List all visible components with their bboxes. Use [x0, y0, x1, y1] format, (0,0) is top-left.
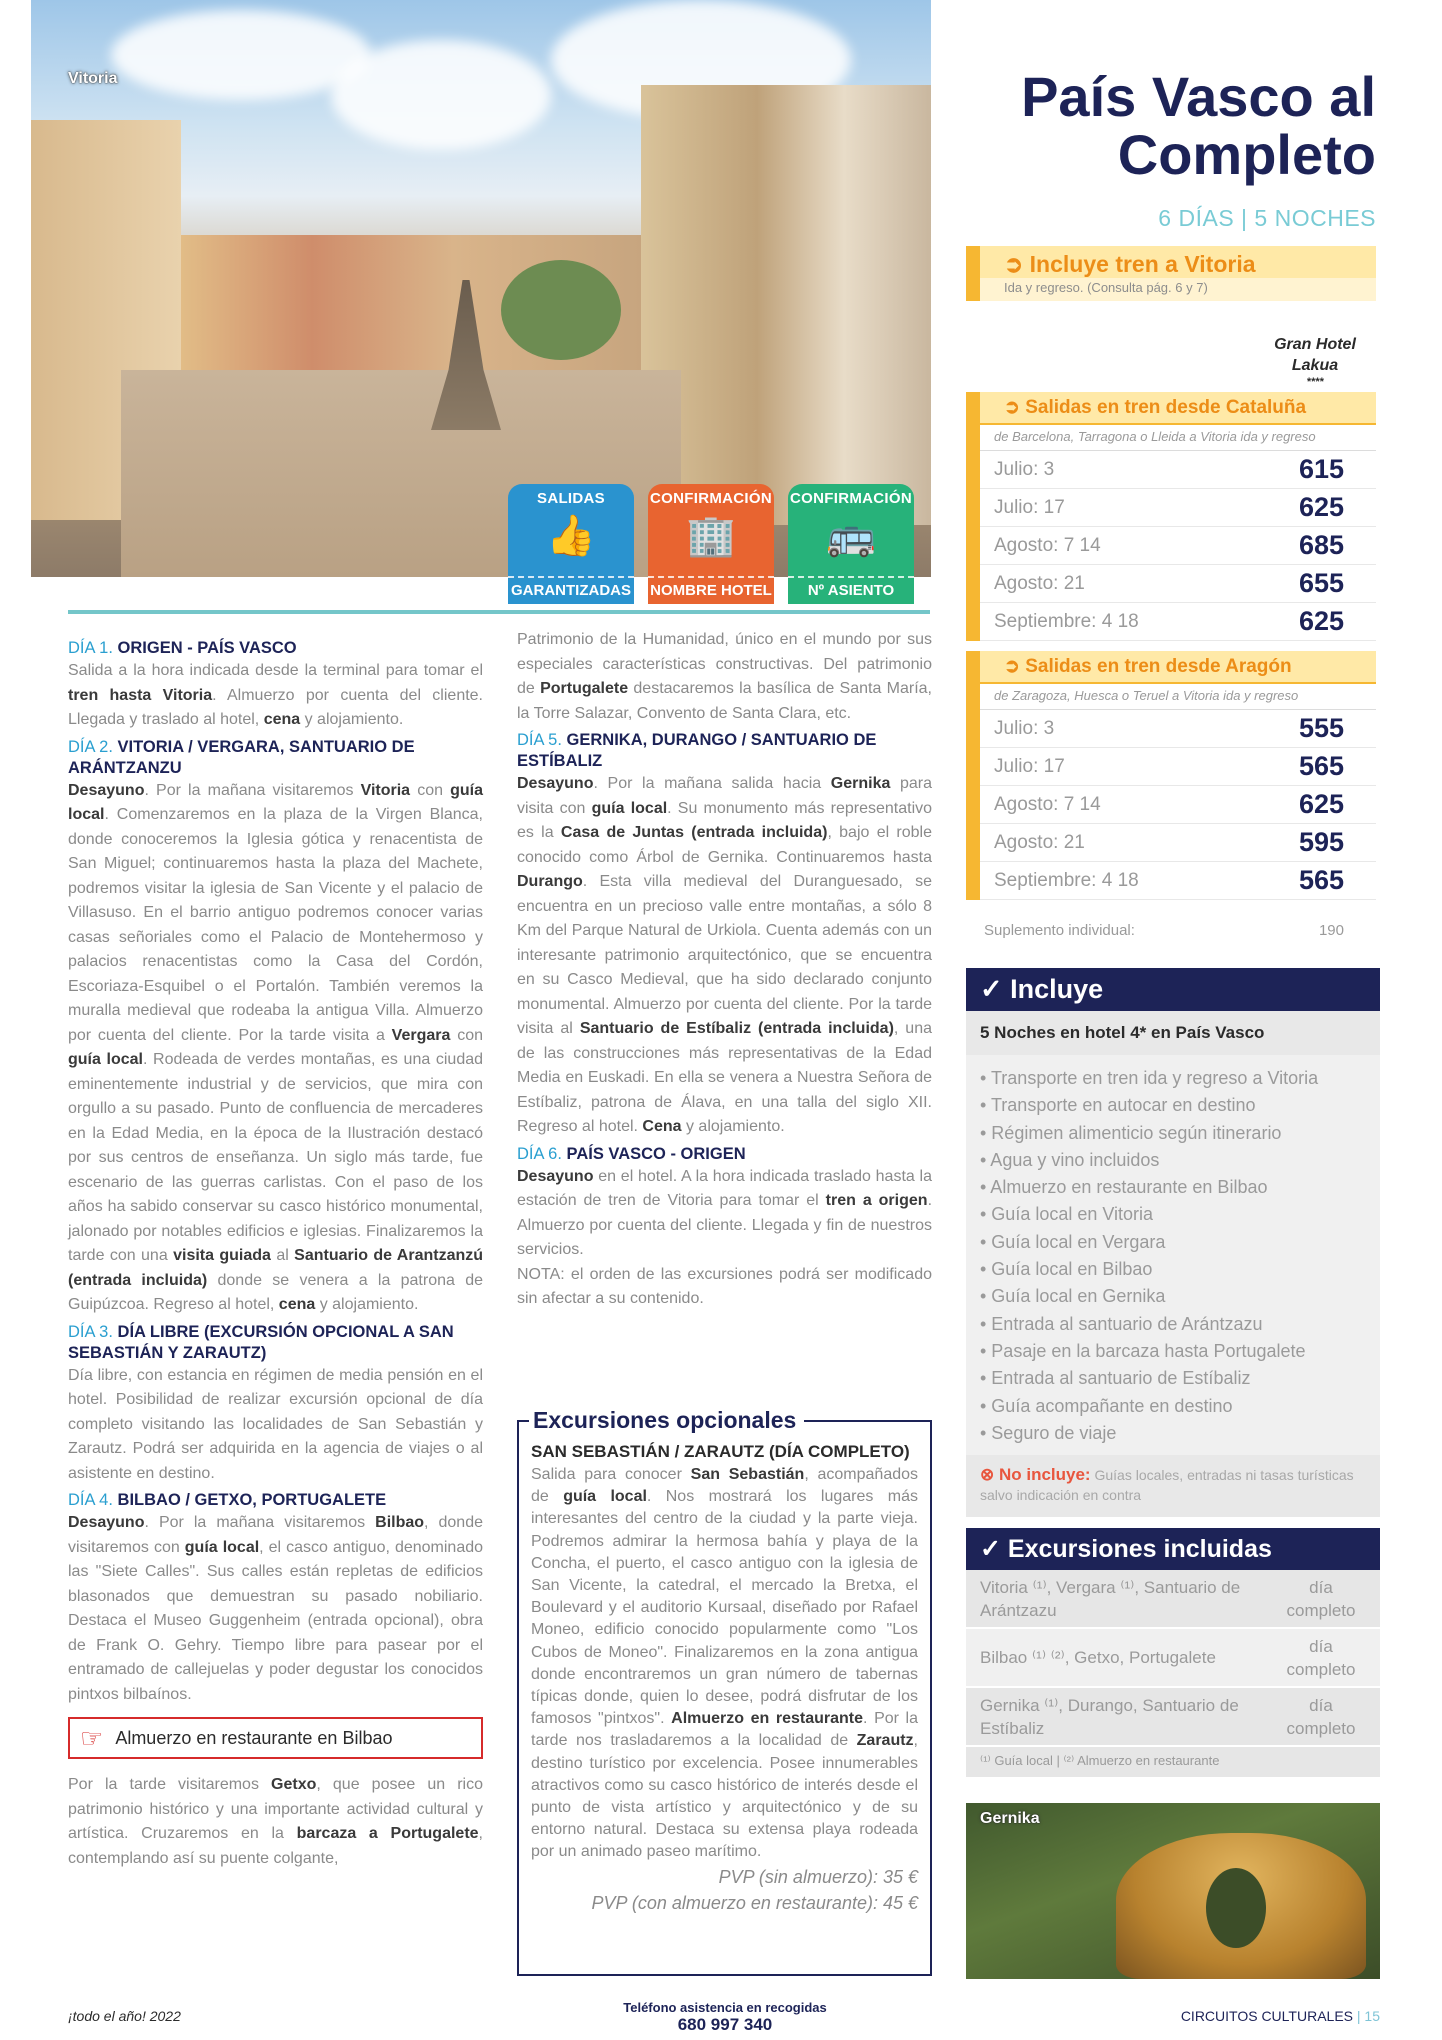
list-item: • Entrada al santuario de Estíbaliz	[980, 1368, 1251, 1389]
list-item: • Agua y vino incluidos	[980, 1149, 1160, 1170]
not-included: ⊗ No incluye: Guías locales, entradas ni tasas turísticas salvo indicación en contra	[966, 1455, 1380, 1517]
thumbs-up-icon: 👍	[546, 514, 596, 558]
excursion-duration: día completo	[1286, 1636, 1356, 1679]
price: 625	[1298, 606, 1344, 636]
hotel-building-icon: 🏢	[686, 514, 736, 558]
list-item: • Guía local en Vitoria	[980, 1204, 1154, 1225]
excursion-row	[966, 1629, 1380, 1688]
hotel-stars: ****	[1306, 376, 1324, 388]
departure-date: Agosto: 7 14	[994, 534, 1101, 556]
departure-date: Agosto: 7 14	[994, 793, 1101, 815]
day-description: Día libre, con estancia en régimen de media pensión en el hotel. Posibilidad de realizar excursión opcional de día completo visitando las localidades de San Sebastián y Zarautz. Podrá ser adquirida en la agencia de viajes o al asistente en destino.	[68, 1366, 483, 1482]
day-description: Desayuno. Por la mañana visitaremos Bilbao, donde visitaremos con guía local, el casco antiguo, denominado las "Siete Calles". Sus calles están repletas de edificios blasonados que demuestran su pasado nobiliario. Destaca el Museo Guggenheim (entrada opcional), obra de Frank O. Gehry. Tiempo libre para pasear por el entramado de callejuelas y poder degustar los conocidos pintxos bilbaínos.	[68, 1514, 484, 1703]
day-description: Desayuno. Por la mañana visitaremos Vitoria con guía local. Comenzaremos en la plaza de la Virgen Blanca, donde conoceremos la Iglesia gótica y renacentista de San Miguel; continuaremos hasta la plaza del Machete, podremos visitar la iglesia de San Vicente y el palacio de Villasuso. En el barrio antiguo podremos conocer varias casas señoriales como el Palacio de Montehermoso y palacios renacentistas como la Casa del Cordón, Escoriaza-Esquibel o el Portalón. También veremos la muralla medieval que rodeaba la antigua Villa. Almuerzo por cuenta del cliente. Por la tarde visita a Vergara con guía local. Rodeada de verdes montañas, es una ciudad eminentemente industrial y de servicios, que mira con orgullo a su pasado. Punto de confluencia de mercaderes en la Edad Media, en la época de la Ilustración destacó por sus centros de enseñanza. Un siglo más tarde, fue escenario de las guerras carlistas. Con el paso de los años ha sabido conservar su casco histórico monumental, jalonado por notables edificios e iglesias. Finalizaremos la tarde con una visita guiada al Santuario de Arantzanzú (entrada incluida) donde se venera a la patrona de Guipúzcoa. Regreso al hotel, cena y alojamiento.	[68, 781, 484, 1313]
note: NOTA: el orden de las excursiones podrá ser modificado sin afectar a su contenido.	[517, 1265, 932, 1307]
price: 565	[1298, 751, 1344, 781]
departure-date: Julio: 17	[994, 755, 1065, 777]
photo-label-gernika: Gernika	[980, 1810, 1040, 1827]
excursion-duration: día completo	[1286, 1695, 1356, 1738]
optional-excursions-box: Excursiones opcionales SAN SEBASTIÁN / ZARAUTZ (DÍA COMPLETO) Salida para conocer San Sebastián, acompañados de guía local. Nos mostrará los lugares más interesantes del centro de la ciudad y la parte vieja. Podremos admirar la hermosa bahía y playa de la Concha, el puerto, el casco antiguo con la iglesia de San Vicente, la catedral, el mercado la Bretxa, el Boulevard y el auditorio Kursaal, diseñado por Rafael Moneo, edificio conocido popularmente como "Los Cubos de Moneo". Finalizaremos en la zona antigua donde encontraremos un gran número de tabernas típicas donde, quien lo desee, podrá disfrutar de los famosos "pintxos". Almuerzo en restaurante. Por la tarde nos trasladaremos a la localidad de Zarautz, destino turístico por excelencia. Posee innumerables atractivos como su casco histórico de interés desde el punto de vista artístico y arquitectónico y de su entorno natural. Destaca su extensa playa rodeada por un animado paseo marítimo. PVP (sin almuerzo): 35 € PVP (con almuerzo en restaurante): 45 €	[517, 1420, 932, 1976]
list-item: • Guía local en Vergara	[980, 1231, 1166, 1252]
prices-aragon: ➲ Salidas en tren desde Aragón de Zaragoza, Huesca o Teruel a Vitoria ida y regreso Julio: 3 555 Julio: 17 565 Agosto: 7 14 625 Agosto: 21 595 Septiembre: 4 18 565	[966, 651, 1376, 900]
pointing-hand-icon: ☞	[80, 1723, 104, 1753]
price-row	[980, 710, 1376, 748]
badge-confirmacion-asiento: CONFIRMACIÓN 🚌 Nº ASIENTO	[788, 484, 914, 604]
list-item: • Almuerzo en restaurante en Bilbao	[980, 1177, 1268, 1198]
arrow-icon: ➲	[1004, 251, 1030, 277]
excursion-row	[966, 1570, 1380, 1629]
price-row	[980, 451, 1376, 489]
departure-date: Septiembre: 4 18	[994, 869, 1139, 891]
prices-cataluna: ➲ Salidas en tren desde Cataluña de Barcelona, Tarragona o Lleida a Vitoria ida y regreso Julio: 3 615 Julio: 17 625 Agosto: 7 14 685 Agosto: 21 655 Septiembre: 4 18 625	[966, 392, 1376, 641]
list-item: • Régimen alimenticio según itinerario	[980, 1122, 1282, 1143]
price: 625	[1298, 789, 1344, 819]
departure-date: Julio: 17	[994, 496, 1065, 518]
departure-date: Julio: 3	[994, 458, 1055, 480]
excursion-duration: día completo	[1286, 1577, 1356, 1620]
price-with-lunch: PVP (con almuerzo en restaurante): 45 €	[591, 1892, 918, 1913]
day-heading: DÍA 5. GERNIKA, DURANGO / SANTUARIO DE ESTÍBALIZ	[517, 731, 877, 770]
footer-phone: Teléfono asistencia en recogidas 680 997 340	[623, 2000, 827, 2034]
badge-confirmacion-hotel: CONFIRMACIÓN 🏢 NOMBRE HOTEL	[648, 484, 774, 604]
day-heading: DÍA 3. DÍA LIBRE (EXCURSIÓN OPCIONAL A SAN SEBASTIÁN Y ZARAUTZ)	[68, 1322, 454, 1362]
price-row	[980, 489, 1376, 527]
departure-date: Agosto: 21	[994, 572, 1085, 594]
day-heading: DÍA 6. PAÍS VASCO - ORIGEN	[517, 1144, 746, 1163]
excursion-name: Vitoria ⁽¹⁾, Vergara ⁽¹⁾, Santuario de Arántzazu	[980, 1577, 1241, 1620]
divider	[68, 610, 930, 614]
optional-excursion-description: Salida para conocer San Sebastián, acompañados de guía local. Nos mostrará los lugares más interesantes del centro de la ciudad y la parte vieja. Podremos admirar la hermosa bahía y playa de la Concha, el puerto, el casco antiguo con la iglesia de San Vicente, la catedral, el mercado la Bretxa, el Boulevard y el auditorio Kursaal, diseñado por Rafael Moneo, edificio conocido popularmente como "Los Cubos de Moneo". Finalizaremos en la zona antigua donde encontraremos un gran número de tabernas típicas donde, quien lo desee, podrá disfrutar de los famosos "pintxos". Almuerzo en restaurante. Por la tarde nos trasladaremos a la localidad de Zarautz, destino turístico por excelencia. Posee innumerables atractivos como su casco histórico de interés desde el punto de vista artístico y arquitectónico y de su entorno natural. Destaca su extensa playa rodeada por un animado paseo marítimo.	[531, 1466, 919, 1861]
photo-label-vitoria: Vitoria	[68, 70, 118, 87]
price-row	[980, 603, 1376, 641]
price-row	[980, 786, 1376, 824]
list-item: • Guía acompañante en destino	[980, 1395, 1233, 1416]
day-description: Salida a la hora indicada desde la terminal para tomar el tren hasta Vitoria. Almuerzo por cuenta del cliente. Llegada y traslado al hotel, cena y alojamiento.	[68, 662, 484, 728]
photo-gernika	[966, 1803, 1380, 1979]
lunch-highlight: ☞ Almuerzo en restaurante en Bilbao	[68, 1717, 483, 1759]
duration: 6 DÍAS | 5 NOCHES	[1158, 205, 1376, 231]
price: 565	[1298, 865, 1344, 895]
footer-right: CIRCUITOS CULTURALES | 15	[1180, 2008, 1380, 2024]
day-heading: DÍA 1. ORIGEN - PAÍS VASCO	[68, 639, 297, 657]
price-row	[980, 824, 1376, 862]
excursion-name: Gernika ⁽¹⁾, Durango, Santuario de Estíbaliz	[980, 1695, 1239, 1738]
list-item: • Pasaje en la barcaza hasta Portugalete	[980, 1340, 1306, 1361]
hotel-name: Gran Hotel Lakua ****	[1250, 334, 1380, 388]
day-description: Patrimonio de la Humanidad, único en el mundo por sus especiales características constructivas. Del patrimonio de Portugalete destacaremos la basílica de Santa María, la Torre Salazar, Convento de Santa Clara, etc.	[517, 631, 932, 722]
price: 625	[1298, 492, 1344, 522]
excursion-row	[966, 1688, 1380, 1747]
departure-date: Agosto: 21	[994, 831, 1085, 853]
list-item: • Seguro de viaje	[980, 1422, 1117, 1443]
departure-date: Julio: 3	[994, 717, 1055, 739]
includes-box: ✓ Incluye 5 Noches en hotel 4* en País Vasco • Transporte en tren ida y regreso a Vitoria • Transporte en autocar en destino • Régimen alimenticio según itinerario • Agua y vino incluidos • Almuerzo en restaurante en Bilbao • Guía local en Vitoria • Guía local en Vergara • Guía local en Bilbao • Guía local en Gernika • Entrada al santuario de Arántzazu • Pasaje en la barcaza hasta Portugalete • Entrada al santuario de Estíbaliz • Guía acompañante en destino • Seguro de viaje ⊗ No incluye: Guías locales, entradas ni tasas turísticas salvo indicación en contra	[966, 968, 1380, 1517]
list-item: • Guía local en Gernika	[980, 1286, 1166, 1307]
day-heading: DÍA 2. VITORIA / VERGARA, SANTUARIO DE ARÁNTZANZU	[68, 737, 415, 777]
bus-icon: 🚌	[826, 514, 876, 558]
departure-date: Septiembre: 4 18	[994, 610, 1139, 632]
itinerary-col-2	[517, 628, 932, 1312]
price: 555	[1298, 713, 1344, 743]
day-description: Desayuno en el hotel. A la hora indicada traslado hasta la estación de tren de Vitoria para tomar el tren a origen. Almuerzo por cuenta del cliente. Llegada y fin de nuestros servicios.	[517, 1167, 933, 1258]
arrow-icon: ➲	[1004, 397, 1026, 418]
footer-left: ¡todo el año! 2022	[68, 2008, 181, 2024]
price-row	[980, 565, 1376, 603]
train-included-box: ➲ Incluye tren a Vitoria Ida y regreso. (Consulta pág. 6 y 7)	[966, 246, 1376, 301]
price: 595	[1298, 827, 1344, 857]
badge-salidas-garantizadas: SALIDAS 👍 GARANTIZADAS	[508, 484, 634, 604]
price: 615	[1298, 454, 1344, 484]
price-without-lunch: PVP (sin almuerzo): 35 €	[718, 1866, 918, 1887]
itinerary-col-1	[68, 634, 483, 1871]
price: 655	[1298, 568, 1344, 598]
page-number: 15	[1364, 2008, 1380, 2024]
price-row	[980, 748, 1376, 786]
list-item: • Transporte en autocar en destino	[980, 1095, 1256, 1116]
arrow-icon: ➲	[1004, 656, 1026, 677]
day-description: Por la tarde visitaremos Getxo, que posee un rico patrimonio histórico y una importante actividad cultural y artística. Cruzaremos en la barcaza a Portugalete, contemplando así su puente colgante,	[68, 1776, 483, 1867]
included-excursions-box: ✓ Excursiones incluidas Vitoria ⁽¹⁾, Vergara ⁽¹⁾, Santuario de Arántzazu día completo Bilbao ⁽¹⁾ ⁽²⁾, Getxo, Portugalete día completo Gernika ⁽¹⁾, Durango, Santuario de Estíbaliz día completo ⁽¹⁾ Guía local | ⁽²⁾ Almuerzo en restaurante	[966, 1528, 1380, 1777]
page-title: País Vasco al Completo	[1021, 65, 1376, 186]
price: 685	[1298, 530, 1344, 560]
day-heading: DÍA 4. BILBAO / GETXO, PORTUGALETE	[68, 1491, 387, 1509]
supplement: Suplemento individual: 190	[984, 922, 1344, 939]
day-description: Desayuno. Por la mañana salida hacia Gernika para visita con guía local. Su monumento más representativo es la Casa de Juntas (entrada incluida), bajo el roble conocido como Árbol de Gernika. Continuaremos hasta Durango. Esta villa medieval del Duranguesado, se encuentra en un precioso valle entre montañas, a sólo 8 Km del Parque Natural de Urkiola. Cuenta además con un interesante patrimonio arquitectónico, que se encuentra en su Casco Medieval, que ha sido declarado conjunto monumental. Almuerzo por cuenta del cliente. Por la tarde visita al Santuario de Estíbaliz (entrada incluida), una de las construcciones más representativas de la Edad Media en Euskadi. En ella se venera a Nuestra Señora de Estíbaliz, patrona de Álava, en una talla del siglo XII. Regreso al hotel. Cena y alojamiento.	[517, 775, 933, 1135]
excursion-name: Bilbao ⁽¹⁾ ⁽²⁾, Getxo, Portugalete	[980, 1648, 1216, 1667]
price-row	[980, 862, 1376, 900]
price-row	[980, 527, 1376, 565]
list-item: • Entrada al santuario de Arántzazu	[980, 1313, 1263, 1334]
list-item: • Guía local en Bilbao	[980, 1259, 1153, 1280]
list-item: • Transporte en tren ida y regreso a Vitoria	[980, 1068, 1319, 1088]
close-circle-icon: ⊗	[980, 1465, 999, 1485]
